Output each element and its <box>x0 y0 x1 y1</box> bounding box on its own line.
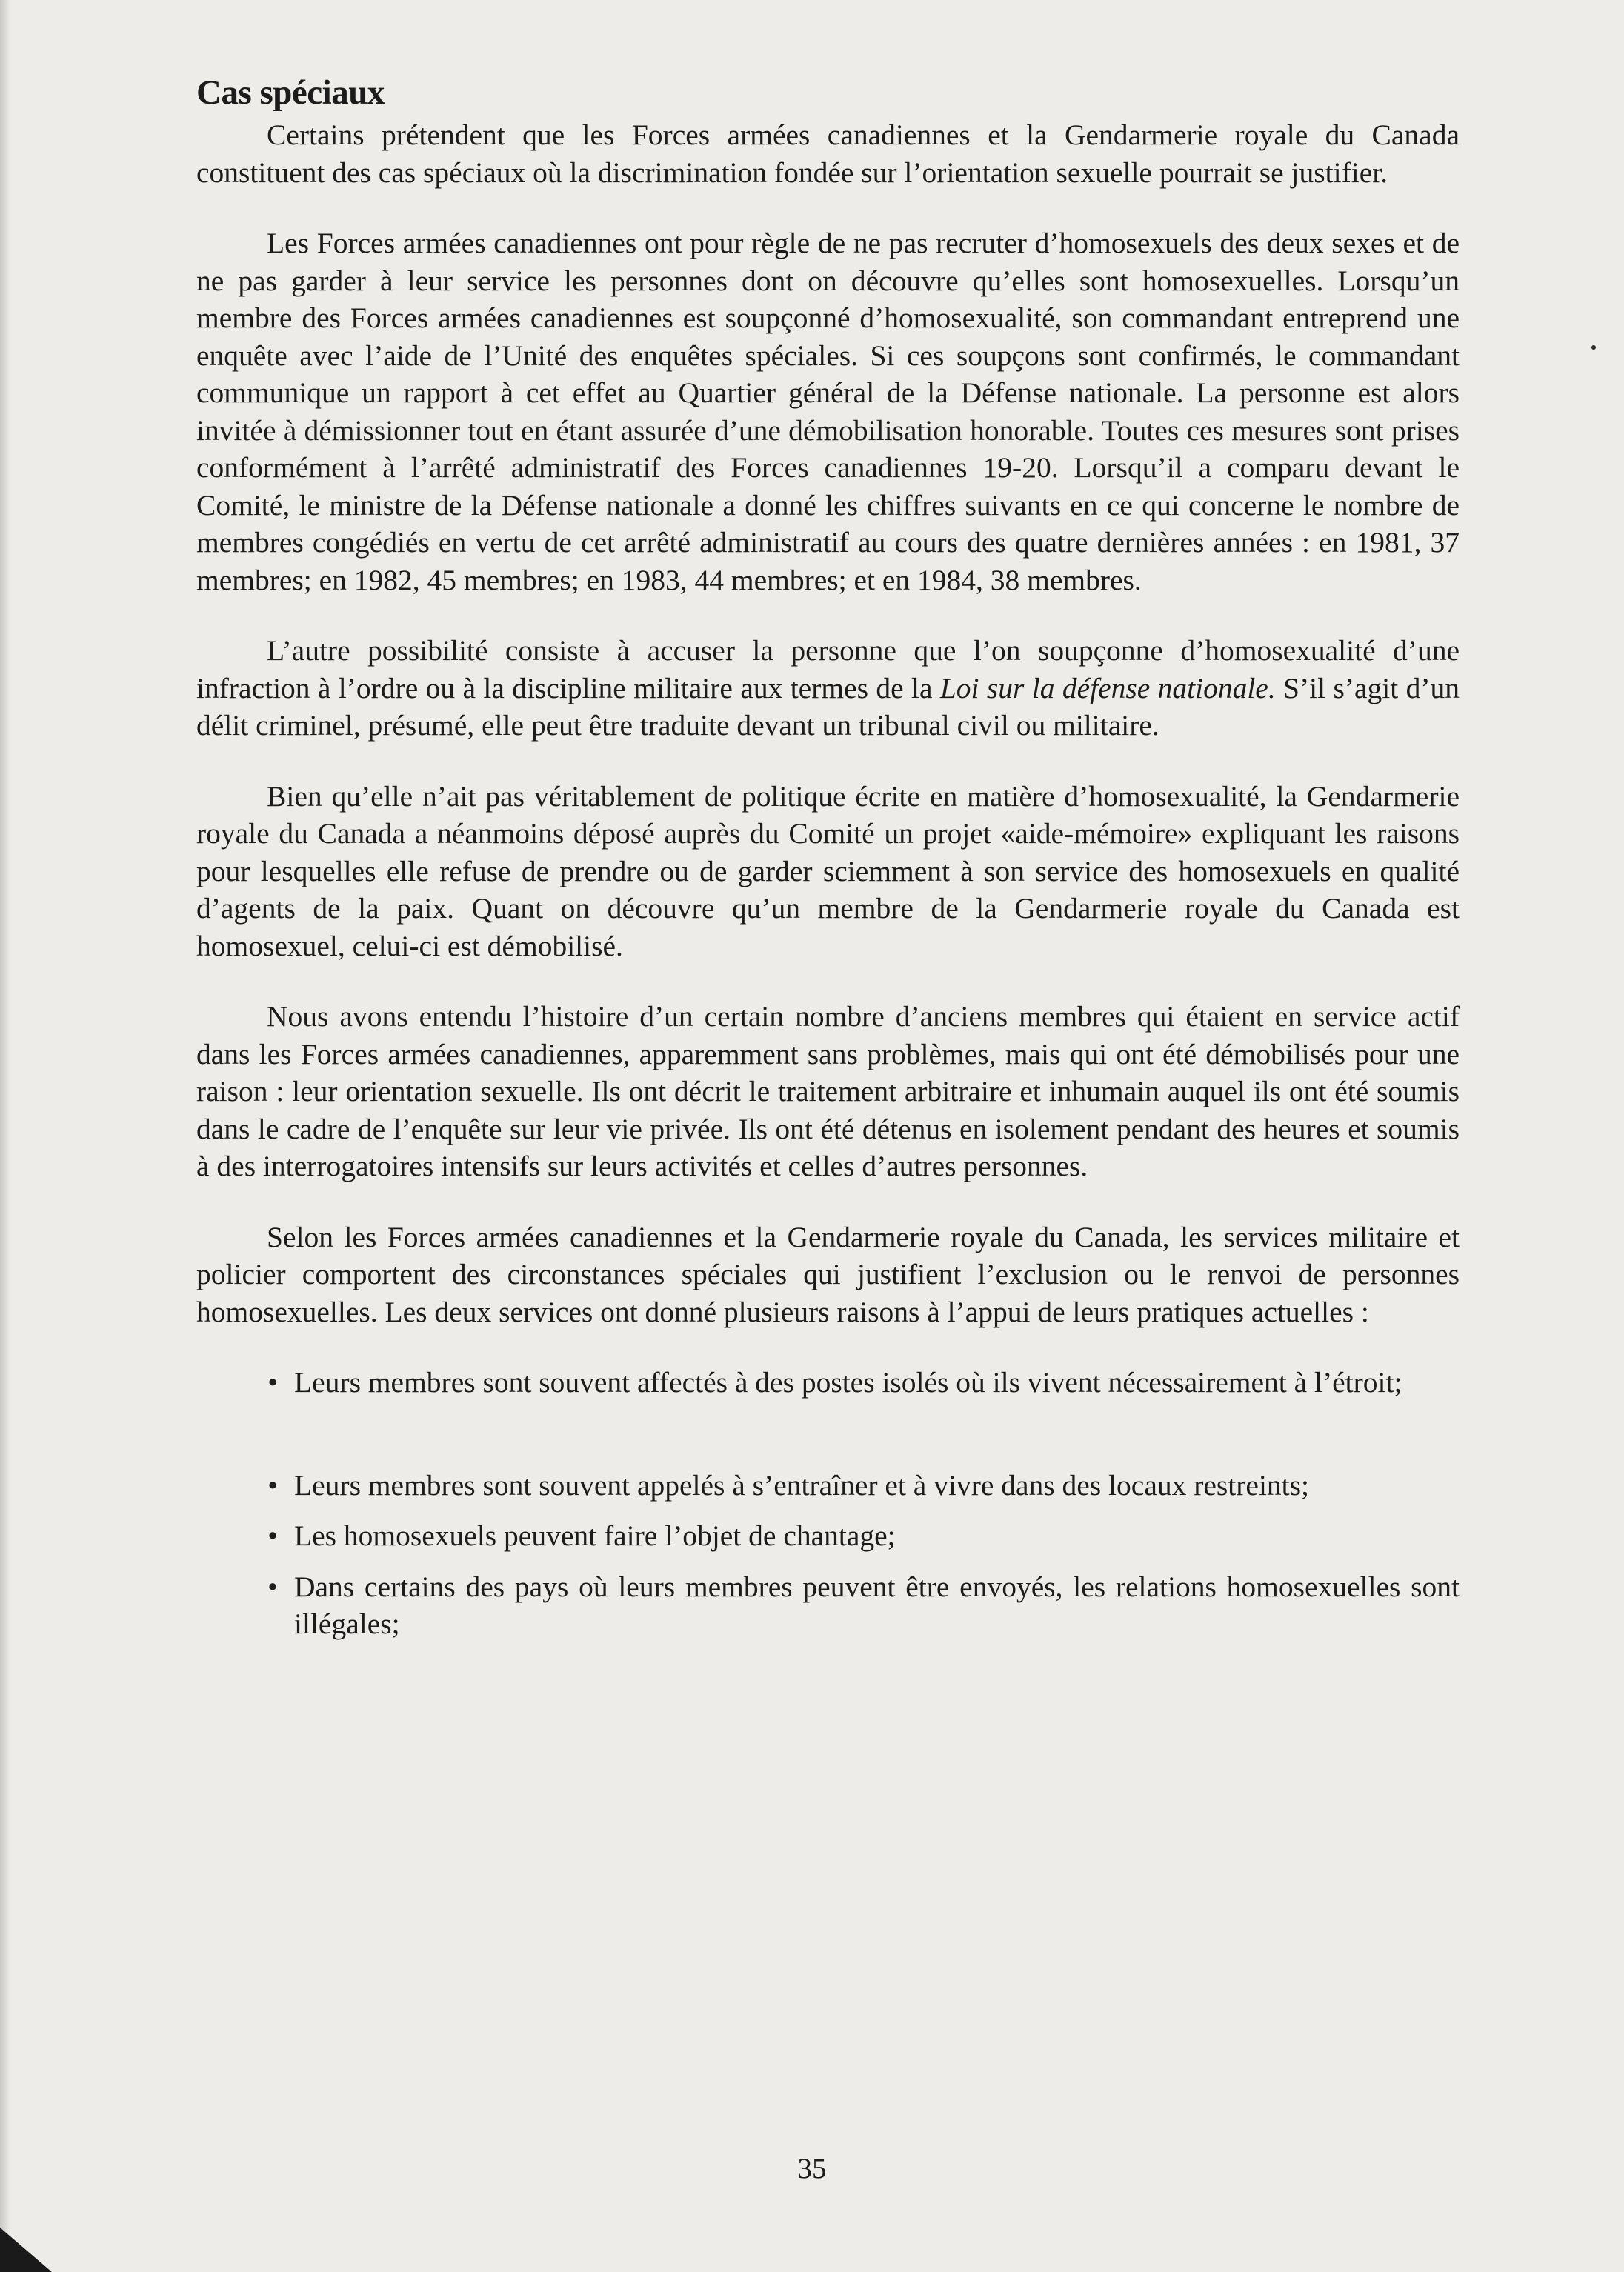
bullet-icon: • <box>267 1468 278 1502</box>
list-item <box>196 1568 1460 1643</box>
list-item-text: Leurs membres sont souvent affectés à des postes isolés où ils vivent nécessairement à l’étroit; <box>294 1366 1402 1399</box>
paragraph-alternative-start: L’autre possibilité consiste à accuser la personne que l’on soupçonne d’homosexualité d’une infraction à l’ordre ou à la discipline militaire aux termes de la <box>196 634 1460 704</box>
list-item <box>196 1467 1460 1505</box>
list-item-text: Les homosexuels peuvent faire l’objet de chantage; <box>294 1519 896 1552</box>
paragraph-forces-policy: Les Forces armées canadiennes ont pour règle de ne pas recruter d’homosexuels des deux sexes et de ne pas garder à leur service les personnes dont on découvre qu’elles sont homosexuelles. Lorsqu’un membre des Forces armées canadiennes est soupçonné d’homosexualité, son commandant entreprend une enquête avec l’aide de l’Unité des enquêtes spéciales. Si ces soupçons sont confirmés, le commandant communique un rapport à cet effet au Quartier général de la Défense nationale. La personne est alors invitée à démissionner tout en étant assurée d’une démobilisation honorable. Toutes ces mesures sont prises conformément à l’arrêté administratif des Forces canadiennes 19-20. Lorsqu’il a comparu devant le Comité, le ministre de la Défense nationale a donné les chiffres suivants en ce qui concerne le nombre de membres congédiés en vertu de cet arrêté administratif au cours des quatre dernières années : en 1981, 37 membres; en 1982, 45 membres; en 1983, 44 membres; et en 1984, 38 membres. <box>196 227 1460 596</box>
bullet-icon: • <box>267 1366 278 1399</box>
page-edge-shadow <box>0 0 10 2272</box>
bullet-icon: • <box>267 1570 278 1603</box>
section-heading: Cas spéciaux <box>196 73 385 112</box>
paragraph-alternative-end: S’il s’agit d’un délit criminel, présumé, elle peut être traduite devant un tribunal civil ou militaire. <box>196 671 1460 742</box>
law-title-italic: Loi sur la défense nationale. <box>939 671 1276 704</box>
paragraph-intro: Certains prétendent que les Forces armées canadiennes et la Gendarmerie royale du Canada constituent des cas spéciaux où la discrimination fondée sur l’orientation sexuelle pourrait se justifier. <box>196 119 1460 189</box>
scan-corner <box>0 2228 52 2272</box>
list-item-text: Dans certains des pays où leurs membres peuvent être envoyés, les relations homosexuelles sont illégales; <box>294 1570 1460 1640</box>
list-item <box>196 1517 1460 1555</box>
bullet-icon: • <box>267 1519 278 1552</box>
paragraph-special-circumstances: Selon les Forces armées canadiennes et la Gendarmerie royale du Canada, les services militaire et policier comportent des circonstances spéciales qui justifient l’exclusion ou le renvoi de personnes homosexuelles. Les deux services ont donné plusieurs raisons à l’appui de leurs pratiques actuelles : <box>196 1220 1460 1328</box>
paragraph-alternative <box>196 632 1460 744</box>
list-item-text: Leurs membres sont souvent appelés à s’entraîner et à vivre dans des locaux restreints; <box>294 1468 1309 1502</box>
reasons-list <box>196 1364 1460 1643</box>
paragraph-testimony: Nous avons entendu l’histoire d’un certain nombre d’anciens membres qui étaient en service actif dans les Forces armées canadiennes, apparemment sans problèmes, mais qui ont été démobilisés pour une raison : leur orientation sexuelle. Ils ont décrit le traitement arbitraire et inhumain auquel ils ont été soumis dans le cadre de l’enquête sur leur vie privée. Ils ont été détenus en isolement pendant des heures et soumis à des interrogatoires intensifs sur leurs activités et celles d’autres personnes. <box>196 1000 1460 1182</box>
paragraph-rcmp: Bien qu’elle n’ait pas véritablement de politique écrite en matière d’homosexualité, la Gendarmerie royale du Canada a néanmoins déposé auprès du Comité un projet «aide-mémoire» expliquant les raisons pour lesquelles elle refuse de prendre ou de garder sciemment à son service des homosexuels en qualité d’agents de la paix. Quant on découvre qu’un membre de la Gendarmerie royale du Canada est homosexuel, celui-ci est démobilisé. <box>196 779 1460 962</box>
document-body <box>196 70 1460 1656</box>
scan-speck <box>1591 345 1596 350</box>
page-number: 35 <box>797 2153 827 2185</box>
list-item <box>196 1364 1460 1402</box>
